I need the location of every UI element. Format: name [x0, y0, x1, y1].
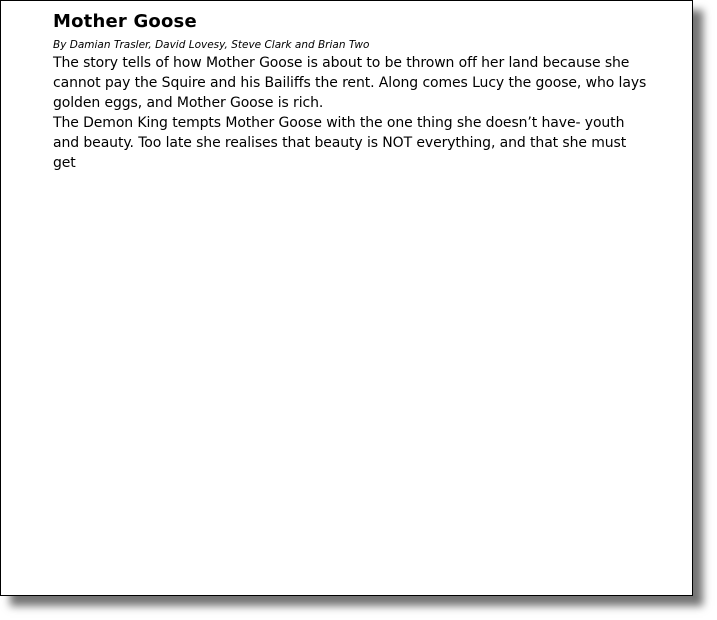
- paragraph-synopsis-1: The story tells of how Mother Goose is about to be thrown off her land because she cannot pay the Squire and his Bailiffs the rent. Along comes Lucy the goose, who lays golden eggs, and Mother Goose is rich.: [53, 55, 647, 111]
- document-authors: By Damian Trasler, David Lovesy, Steve Clark and Brian Two: [53, 39, 370, 51]
- document-title: Mother Goose: [53, 11, 197, 32]
- paragraph-synopsis-2: The Demon King tempts Mother Goose with the one thing she doesn’t have- youth and beauty. Too late she realises that beauty is NOT everything, and that she must get: [53, 115, 627, 171]
- document-content: [53, 9, 653, 173]
